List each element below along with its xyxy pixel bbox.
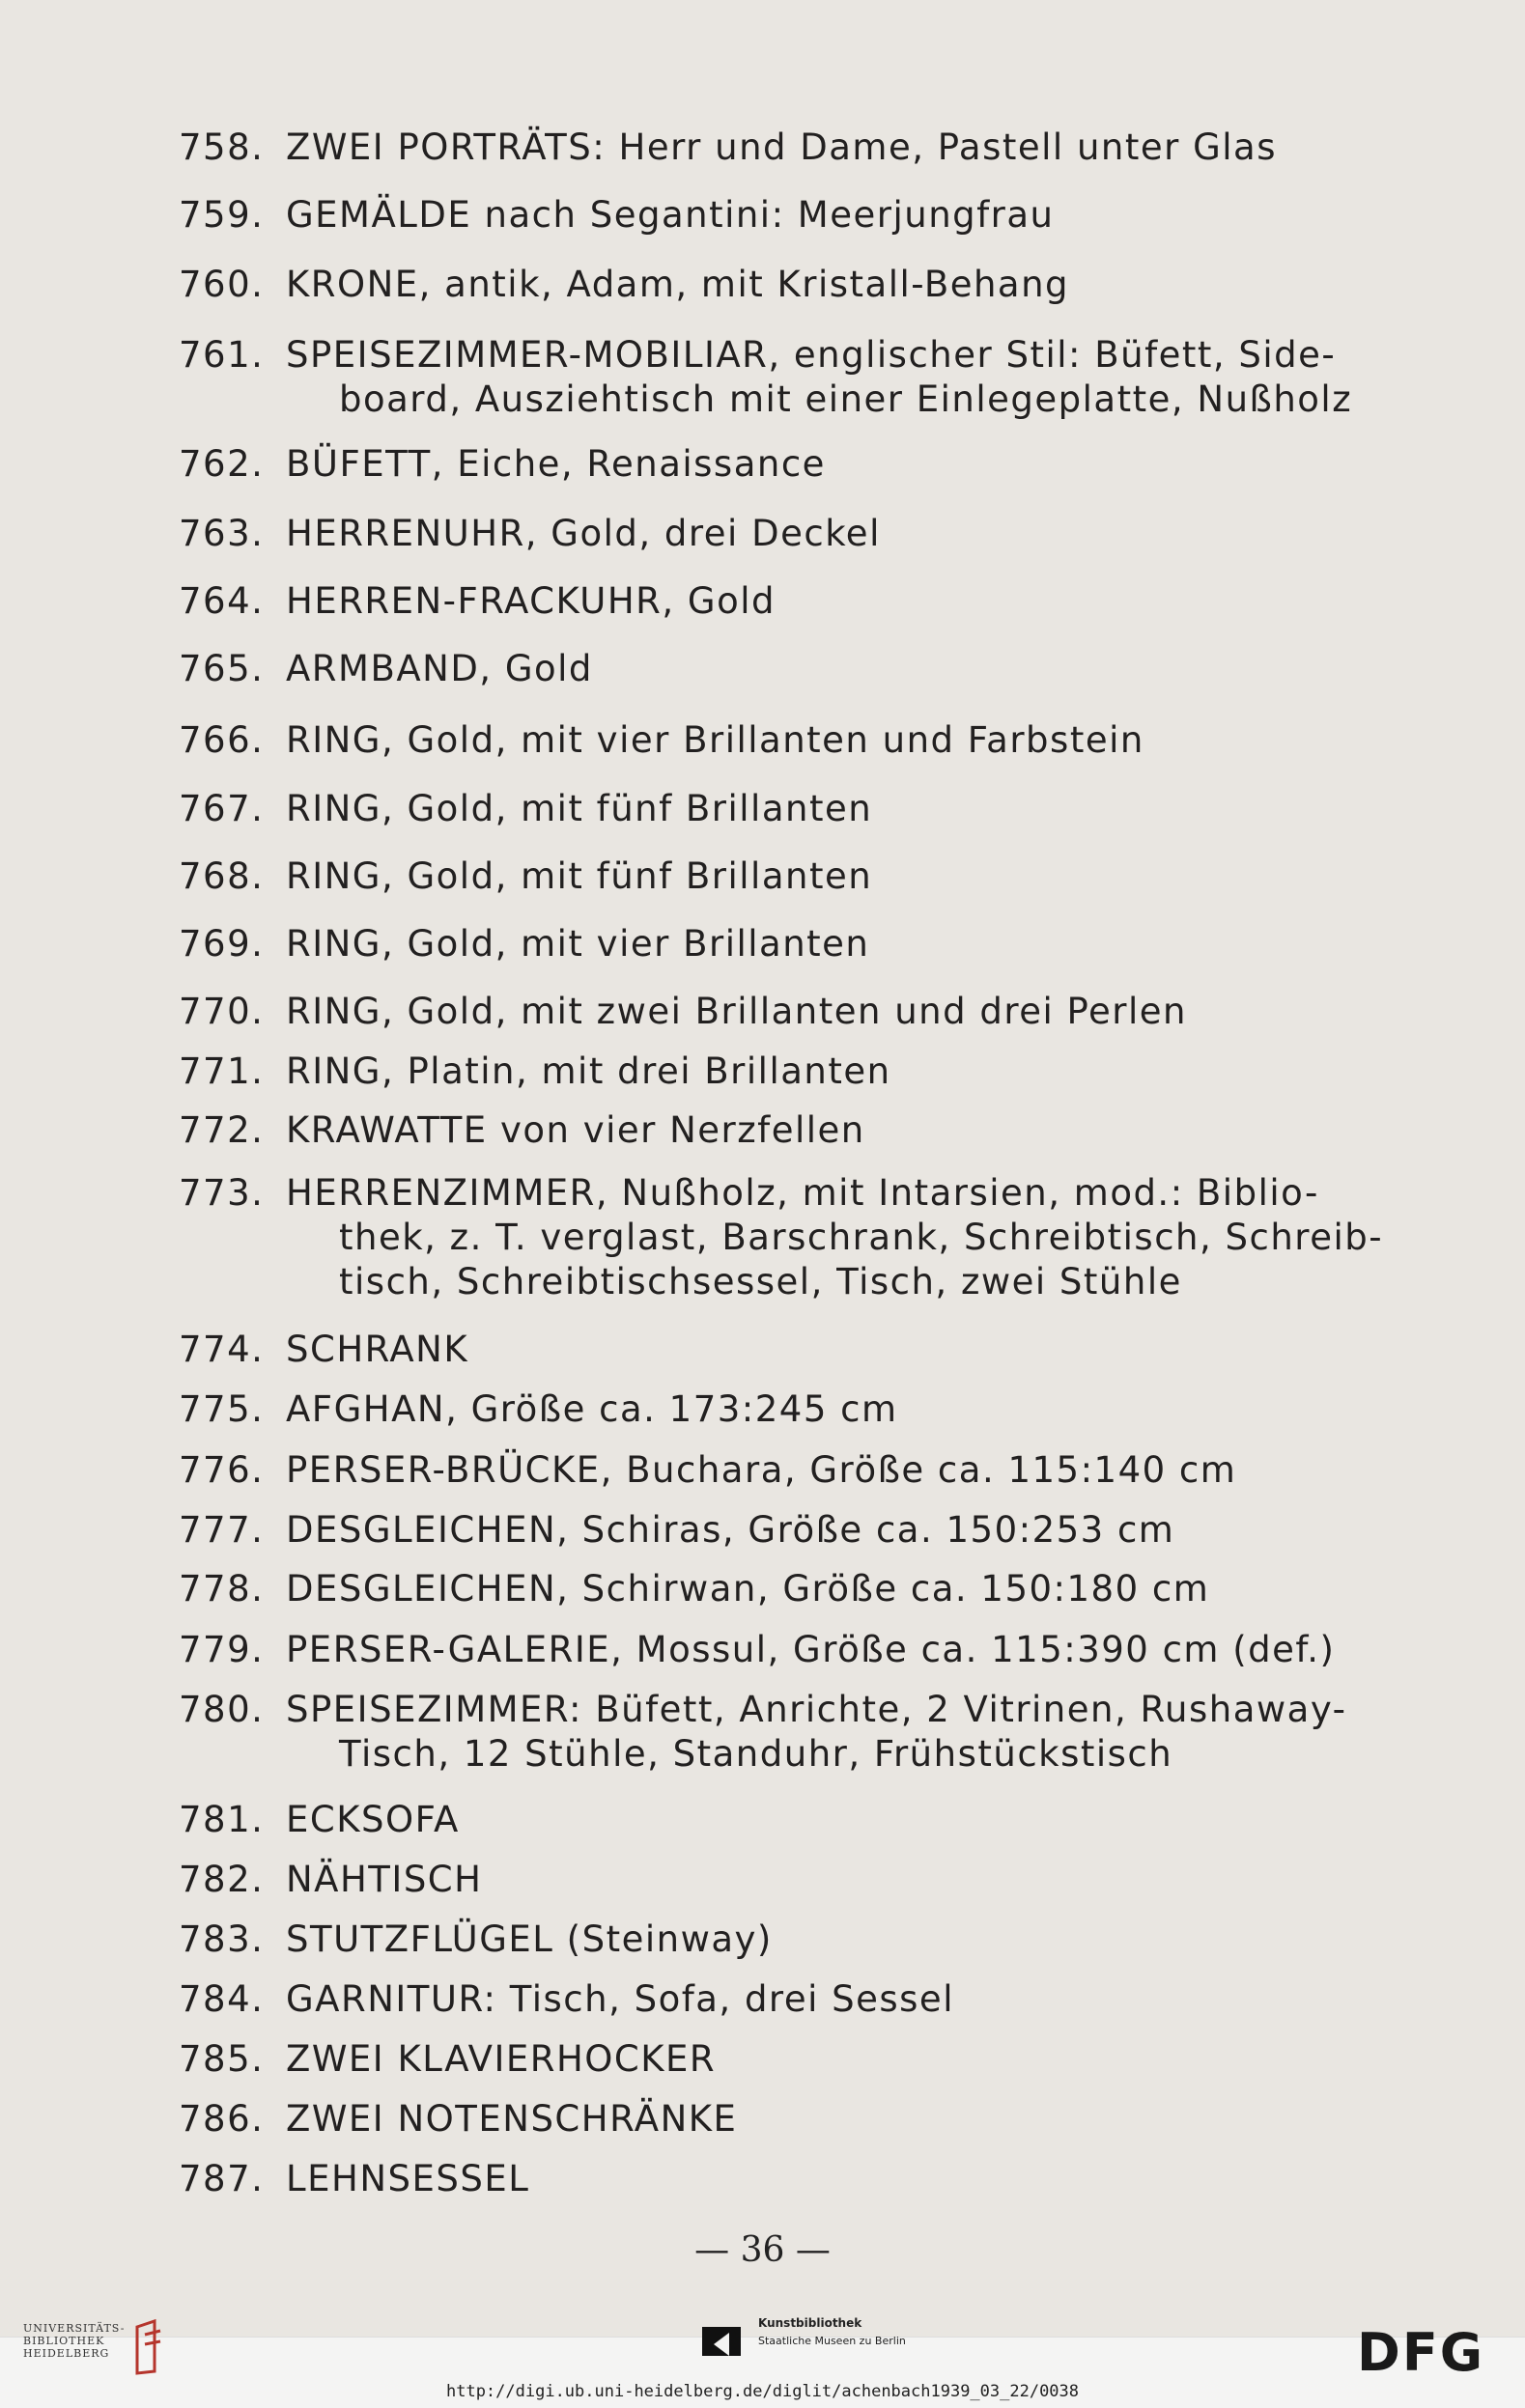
entry-number: 787. xyxy=(179,2158,265,2199)
entry-number: 769. xyxy=(179,923,265,965)
entry-number: 781. xyxy=(179,1799,265,1840)
entry-text: ZWEI PORTRÄTS: Herr und Dame, Pastell unter Glas xyxy=(286,126,1277,168)
entry-number: 758. xyxy=(179,126,265,168)
entry-number: 786. xyxy=(179,2098,265,2140)
university-library-icon xyxy=(116,2317,174,2377)
entry-number: 766. xyxy=(179,719,265,761)
entry-number: 760. xyxy=(179,264,265,305)
entry-text: RING, Gold, mit fünf Brillanten xyxy=(286,788,873,829)
entry-text: HERREN-FRACKUHR, Gold xyxy=(286,580,776,622)
entry-number: 773. xyxy=(179,1172,265,1214)
entry-text: KRAWATTE von vier Nerzfellen xyxy=(286,1109,865,1151)
entry-number: 762. xyxy=(179,443,265,485)
uni-line-1: UNIVERSITÄTS- xyxy=(23,2322,126,2335)
source-url[interactable]: http://digi.ub.uni-heidelberg.de/diglit/achenbach1939_03_22/0038 xyxy=(445,2382,1080,2401)
entry-text: RING, Gold, mit fünf Brillanten xyxy=(286,855,873,897)
entry-number: 780. xyxy=(179,1689,265,1730)
entry-text: RING, Gold, mit zwei Brillanten und drei Perlen xyxy=(286,991,1188,1032)
entry-number: 775. xyxy=(179,1388,265,1430)
entry-text: PERSER-BRÜCKE, Buchara, Größe ca. 115:140 cm xyxy=(286,1449,1237,1491)
entry-text: ZWEI KLAVIERHOCKER xyxy=(286,2038,717,2080)
entry-number: 772. xyxy=(179,1109,265,1151)
entry-number: 776. xyxy=(179,1449,265,1491)
entry-number: 785. xyxy=(179,2038,265,2080)
entry-text: RING, Gold, mit vier Brillanten und Farbstein xyxy=(286,719,1144,761)
entry-text: SPEISEZIMMER-MOBILIAR, englischer Stil: Büfett, Side- xyxy=(286,334,1337,376)
entry-text: SCHRANK xyxy=(286,1329,469,1370)
entry-continuation: Tisch, 12 Stühle, Standuhr, Frühstückstisch xyxy=(339,1733,1173,1775)
entry-text: NÄHTISCH xyxy=(286,1859,483,1900)
entry-number: 783. xyxy=(179,1918,265,1960)
entry-text: STUTZFLÜGEL (Steinway) xyxy=(286,1918,773,1960)
entry-continuation: board, Ausziehtisch mit einer Einlegeplatte, Nußholz xyxy=(339,378,1353,420)
entry-number: 759. xyxy=(179,194,265,236)
entry-number: 767. xyxy=(179,788,265,829)
entry-text: ECKSOFA xyxy=(286,1799,460,1840)
entry-number: 784. xyxy=(179,1978,265,2020)
entry-number: 779. xyxy=(179,1629,265,1670)
entry-number: 763. xyxy=(179,513,265,554)
entry-text: PERSER-GALERIE, Mossul, Größe ca. 115:390 cm (def.) xyxy=(286,1629,1336,1670)
entry-continuation: thek, z. T. verglast, Barschrank, Schreibtisch, Schreib- xyxy=(339,1217,1384,1258)
entry-number: 782. xyxy=(179,1859,265,1900)
uni-line-3: HEIDELBERG xyxy=(23,2347,110,2360)
kunstbibliothek-subtitle: Staatliche Museen zu Berlin xyxy=(758,2335,906,2347)
entry-text: ZWEI NOTENSCHRÄNKE xyxy=(286,2098,738,2140)
entry-text: HERRENUHR, Gold, drei Deckel xyxy=(286,513,881,554)
entry-text: BÜFETT, Eiche, Renaissance xyxy=(286,443,826,485)
entry-number: 761. xyxy=(179,334,265,376)
entry-number: 764. xyxy=(179,580,265,622)
entry-text: AFGHAN, Größe ca. 173:245 cm xyxy=(286,1388,898,1430)
entry-text: DESGLEICHEN, Schirwan, Größe ca. 150:180 cm xyxy=(286,1568,1210,1610)
entry-text: SPEISEZIMMER: Büfett, Anrichte, 2 Vitrinen, Rushaway- xyxy=(286,1689,1347,1730)
entry-continuation: tisch, Schreibtischsessel, Tisch, zwei Stühle xyxy=(339,1261,1182,1302)
kunstbibliothek-icon xyxy=(700,2319,747,2362)
entry-text: KRONE, antik, Adam, mit Kristall-Behang xyxy=(286,264,1070,305)
kunstbibliothek-title: Kunstbibliothek xyxy=(758,2316,862,2330)
entry-number: 778. xyxy=(179,1568,265,1610)
entry-number: 770. xyxy=(179,991,265,1032)
entry-text: GARNITUR: Tisch, Sofa, drei Sessel xyxy=(286,1978,954,2020)
entry-text: ARMBAND, Gold xyxy=(286,648,593,689)
entry-number: 771. xyxy=(179,1050,265,1092)
entry-text: HERRENZIMMER, Nußholz, mit Intarsien, mod.: Biblio- xyxy=(286,1172,1319,1214)
dfg-logo: DFG xyxy=(1357,2322,1485,2383)
entry-text: DESGLEICHEN, Schiras, Größe ca. 150:253 cm xyxy=(286,1509,1175,1551)
page-number: — 36 — xyxy=(694,2230,831,2270)
entry-number: 768. xyxy=(179,855,265,897)
entry-number: 777. xyxy=(179,1509,265,1551)
uni-line-2: BIBLIOTHEK xyxy=(23,2335,105,2347)
entry-text: GEMÄLDE nach Segantini: Meerjungfrau xyxy=(286,194,1055,236)
entry-text: RING, Gold, mit vier Brillanten xyxy=(286,923,870,965)
entry-number: 765. xyxy=(179,648,265,689)
entry-text: LEHNSESSEL xyxy=(286,2158,530,2199)
entry-number: 774. xyxy=(179,1329,265,1370)
entry-text: RING, Platin, mit drei Brillanten xyxy=(286,1050,891,1092)
